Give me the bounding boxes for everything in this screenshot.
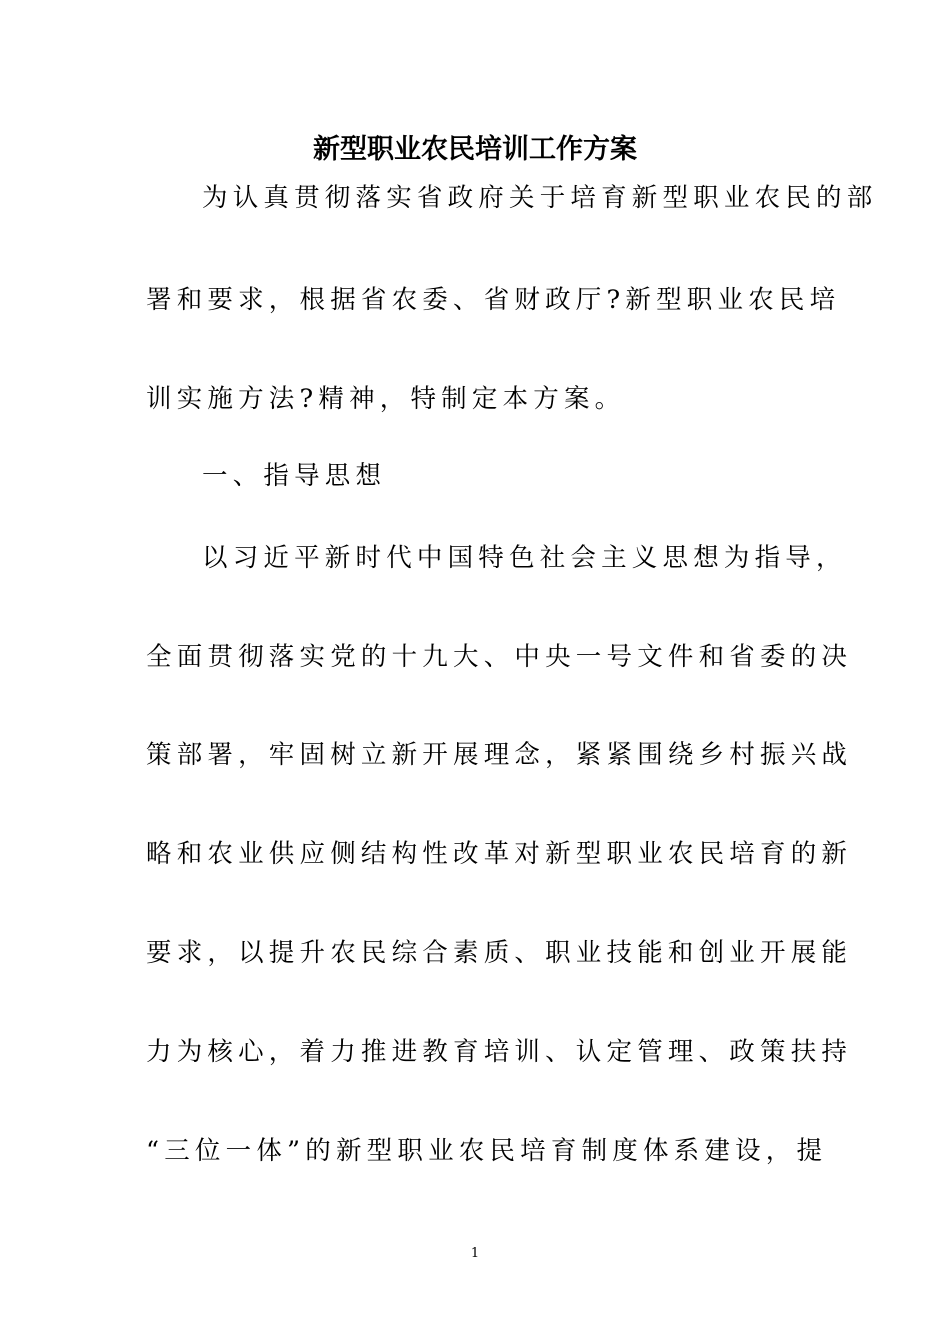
paragraph-line: 要求，以提升农民综合素质、职业技能和创业开展能: [146, 938, 853, 968]
paragraph-line: 以习近平新时代中国特色社会主义思想为指导，: [202, 543, 847, 573]
paragraph-line: 为认真贯彻落实省政府关于培育新型职业农民的部: [202, 183, 878, 213]
paragraph-line: 策部署，牢固树立新开展理念，紧紧围绕乡村振兴战: [146, 740, 853, 770]
paragraph-line: 力为核心，着力推进教育培训、认定管理、政策扶持: [146, 1037, 853, 1067]
document-title: 新型职业农民培训工作方案: [313, 134, 637, 165]
paragraph-line: 训实施方法?精神，特制定本方案。: [146, 384, 626, 414]
paragraph-line: 全面贯彻落实党的十九大、中央一号文件和省委的决: [146, 642, 853, 672]
paragraph-line: “三位一体”的新型职业农民培育制度体系建设，提: [146, 1136, 828, 1166]
page-number: 1: [470, 1246, 480, 1261]
section-heading: 一、指导思想: [202, 461, 387, 491]
paragraph-line: 署和要求，根据省农委、省财政厅?新型职业农民培: [146, 285, 841, 315]
paragraph-line: 略和农业供应侧结构性改革对新型职业农民培育的新: [146, 839, 853, 869]
